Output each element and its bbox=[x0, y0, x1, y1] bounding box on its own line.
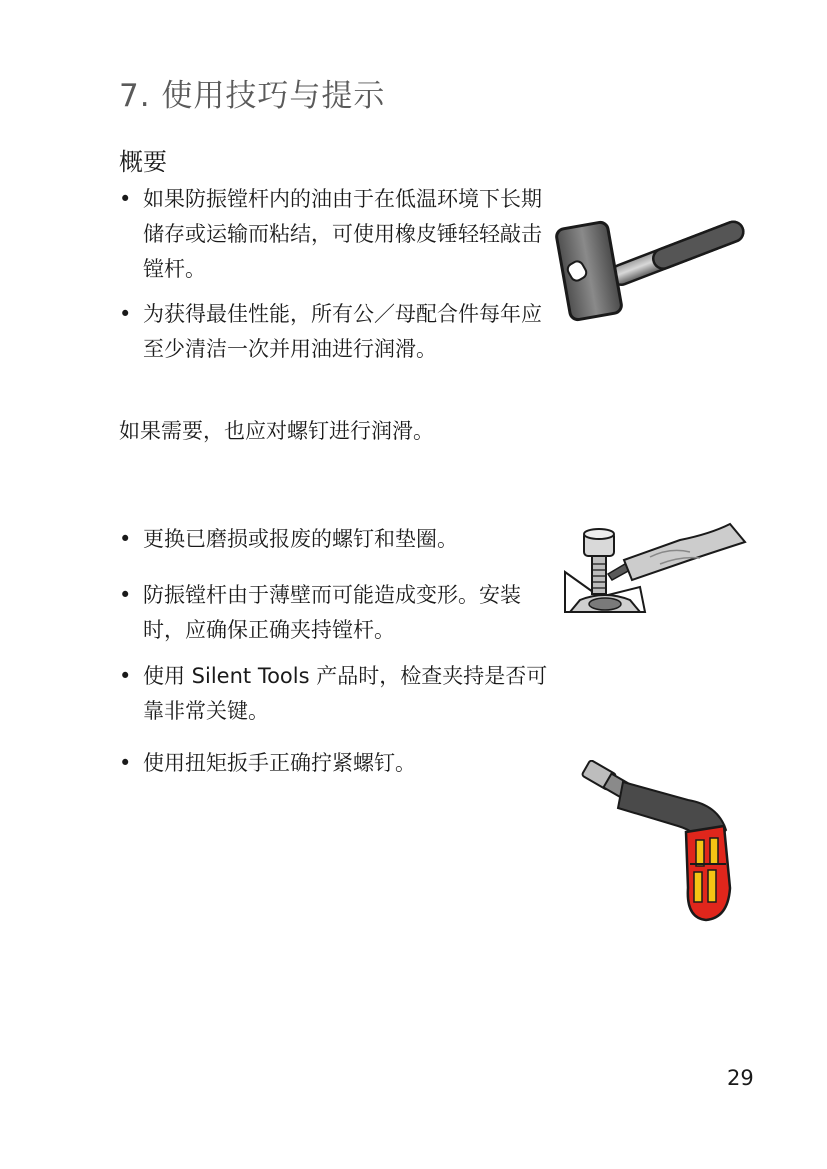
list-item-text: 更换已磨损或报废的螺钉和垫圈。 bbox=[143, 527, 458, 551]
bullet-marker: • bbox=[119, 302, 132, 326]
bullet-marker: • bbox=[119, 664, 132, 688]
list-item bbox=[119, 297, 559, 367]
bullet-marker: • bbox=[119, 527, 132, 551]
list-item bbox=[119, 578, 559, 648]
bullet-marker: • bbox=[119, 583, 132, 607]
chapter-title: 7. 使用技巧与提示 bbox=[119, 78, 386, 114]
list-item-text: 使用扭矩扳手正确拧紧螺钉。 bbox=[143, 751, 416, 775]
screw-lubrication-illustration bbox=[560, 512, 750, 617]
note-paragraph: 如果需要，也应对螺钉进行润滑。 bbox=[119, 419, 434, 443]
torque-wrench-illustration bbox=[578, 760, 748, 935]
page-number: 29 bbox=[727, 1066, 754, 1090]
bullet-marker: • bbox=[119, 751, 132, 775]
bullet-marker: • bbox=[119, 187, 132, 211]
list-item bbox=[119, 746, 559, 781]
list-item-text: 防振镗杆由于薄壁而可能造成变形。安装时，应确保正确夹持镗杆。 bbox=[143, 583, 521, 642]
list-item bbox=[119, 182, 559, 287]
list-item-text: 为获得最佳性能，所有公／母配合件每年应至少清洁一次并用油进行润滑。 bbox=[143, 302, 542, 361]
rubber-hammer-illustration bbox=[555, 200, 755, 330]
list-item bbox=[119, 522, 559, 557]
list-item bbox=[119, 659, 559, 729]
section-heading: 概要 bbox=[119, 148, 167, 176]
list-item-text: 使用 Silent Tools 产品时，检查夹持是否可靠非常关键。 bbox=[143, 664, 548, 723]
list-item-text: 如果防振镗杆内的油由于在低温环境下长期储存或运输而粘结，可使用橡皮锤轻轻敲击镗杆。 bbox=[143, 187, 542, 281]
